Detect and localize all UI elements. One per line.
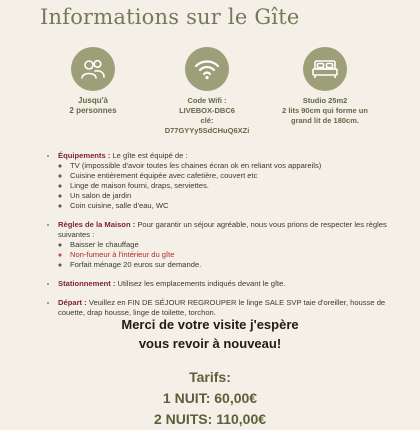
depart-text: Veuillez en FIN DE SÉJOUR REGROUPER le linge SALE SVP taie d'oreiller, housse de couette, drap housse, linge de toilette, torchon.	[58, 298, 386, 317]
regles-section	[58, 220, 402, 270]
tarifs-title: Tarifs:	[189, 369, 231, 385]
studio-card	[270, 47, 380, 126]
thanks-message	[0, 315, 420, 353]
thanks-line1: Merci de votre visite j'espère	[121, 317, 299, 332]
studio-size: Studio 25m2	[302, 96, 348, 105]
regle-item: ◦ Baisser le chauffage	[70, 240, 402, 250]
wifi-icon	[185, 47, 229, 91]
equipement-item: ◦ Un salon de jardin	[70, 191, 402, 201]
equipements-intro: Le gîte est équipé de :	[110, 151, 188, 160]
equipement-item: ◦ Linge de maison fourni, draps, serviettes.	[70, 181, 402, 191]
wifi-card	[152, 47, 262, 136]
regle-item-non-fumeur: ◦ Non-fumeur à l'intérieur du gîte	[70, 250, 402, 260]
studio-beds-line2: grand lit de 180cm.	[291, 116, 359, 125]
regles-intro: Pour garantir un séjour agréable, nous vous prions de respecter les règles suivantes :	[58, 220, 387, 239]
capacity-card	[38, 47, 148, 116]
regle-item: ◦ Forfait ménage 20 euros sur demande.	[70, 260, 402, 270]
bed-icon	[303, 47, 347, 91]
equipements-label: Équipements :	[58, 151, 111, 160]
tarif-one-night: 1 NUIT: 60,00€	[162, 390, 258, 406]
wifi-key-value: D77GYYy5SdCHuQ6XZi	[164, 126, 250, 135]
capacity-line2: 2 personnes	[69, 106, 117, 115]
people-icon	[71, 47, 115, 91]
wifi-label: Code Wifi :	[187, 96, 227, 105]
stationnement-section	[58, 279, 402, 289]
tarif-two-nights: 2 NUITS: 110,00€	[153, 411, 267, 427]
studio-beds-line1: 2 lits 90cm qui forme un	[282, 106, 368, 115]
stationnement-label: Stationnement :	[58, 279, 116, 288]
capacity-line1: Jusqu'à	[78, 96, 108, 105]
equipements-list	[58, 161, 402, 211]
regles-label: Règles de la Maison :	[58, 220, 136, 229]
tarifs-block	[0, 367, 420, 430]
wifi-network-name: LIVEBOX-DBC6	[179, 106, 235, 115]
equipement-item: ◦ Coin cuisine, salle d'eau, WC	[70, 201, 402, 211]
wifi-key-label: clé:	[200, 116, 214, 125]
page-title: Informations sur le Gîte	[40, 5, 300, 29]
depart-label: Départ :	[58, 298, 87, 307]
stationnement-text: Utilisez les emplacements indiqués devant le gîte.	[115, 279, 286, 288]
thanks-line2: vous revoir à nouveau!	[138, 336, 282, 351]
regles-list	[58, 240, 402, 270]
equipement-item: ◦ Cuisine entièrement équipée avec cafetière, couvert etc	[70, 171, 402, 181]
equipement-item: ◦ TV (impossible d'avoir toutes les chaines écran ok en reliant vos appareils)	[70, 161, 402, 171]
equipements-section	[58, 151, 402, 211]
info-list	[44, 151, 402, 327]
